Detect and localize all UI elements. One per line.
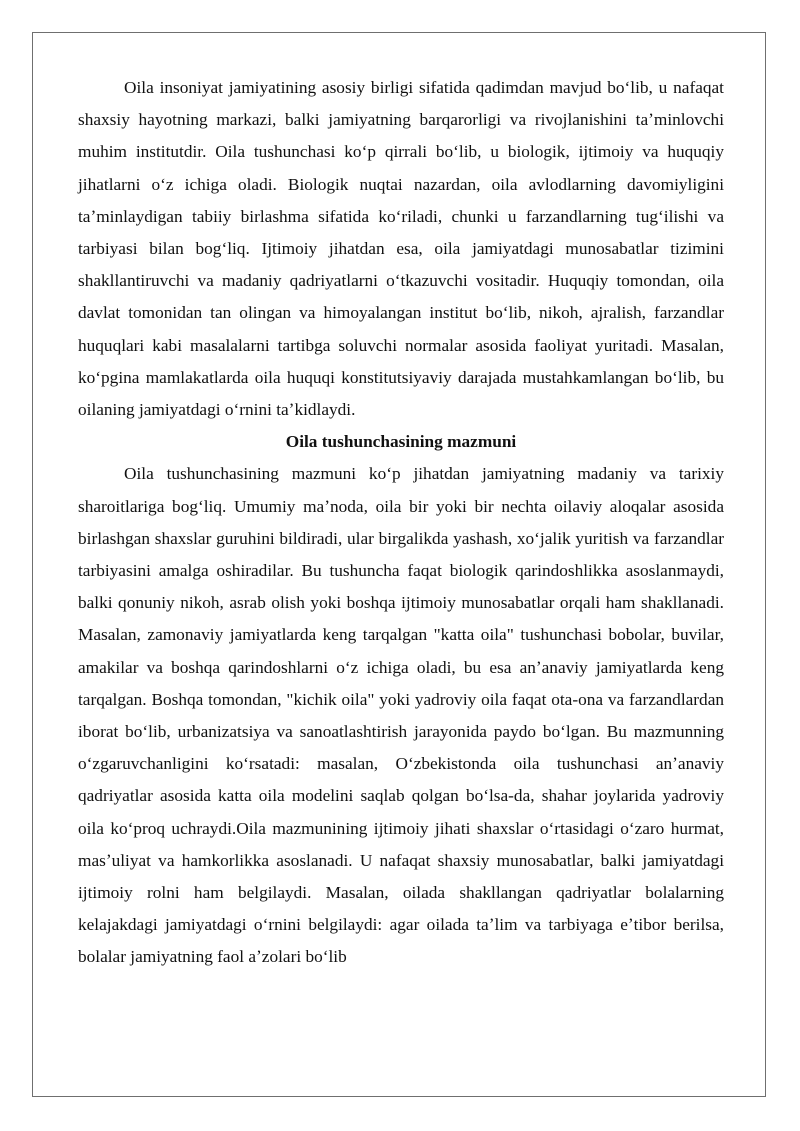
paragraph-content: Oila tushunchasining mazmuni koʻp jihatdan jamiyatning madaniy va tarixiy sharoitlariga bogʻliq. Umumiy maʼnoda, oila bir yoki bir nechta oilaviy aloqalar asosida birlashgan shaxslar guruhini bildiradi, ular birgalikda yashash, xoʻjalik yuritish va farzandlar tarbiyasini amalga oshiradilar. Bu tushuncha faqat biologik qarindoshlikka asoslanmaydi, balki qonuniy nikoh, asrab olish yoki boshqa ijtimoiy munosabatlar orqali ham shakllanadi. Masalan, zamonaviy jamiyatlarda keng tarqalgan "katta oila" tushunchasi bobolar, buvilar, amakilar va boshqa qarindoshlarni oʻz ichiga oladi, bu esa anʼanaviy jamiyatlarda keng tarqalgan. Boshqa tomondan, "kichik oila" yoki yadroviy oila faqat ota-ona va farzandlardan iborat boʻlib, urbanizatsiya va sanoatlashtirish jarayonida paydo boʻlgan. Bu mazmunning oʻzgaruvchanligini koʻrsatadi: masalan, Oʻzbekistonda oila tushunchasi anʼanaviy qadriyatlar asosida katta oila modelini saqlab qolgan boʻlsa-da, shahar joylarida yadroviy oila koʻproq uchraydi.Oila mazmunining ijtimoiy jihati shaxslar oʻrtasidagi oʻzaro hurmat, masʼuliyat va hamkorlikka asoslanadi. U nafaqat shaxsiy munosabatlar, balki jamiyatdagi ijtimoiy rolni ham belgilaydi. Masalan, oilada shakllangan qadriyatlar bolalarning kelajakdagi jamiyatdagi oʻrnini belgilaydi: agar oilada taʼlim va tarbiyaga eʼtibor berilsa, bolalar jamiyatning faol aʼzolari boʻlib: [78, 464, 724, 967]
section-heading: Oila tushunchasining mazmuni: [285, 432, 517, 452]
document-body: [78, 72, 724, 974]
paragraph-intro: Oila insoniyat jamiyatining asosiy birligi sifatida qadimdan mavjud boʻlib, u nafaqat shaxsiy hayotning markazi, balki jamiyatning barqarorligi va rivojlanishini taʼminlovchi muhim institutdir. Oila tushunchasi koʻp qirrali boʻlib, u biologik, ijtimoiy va huquqiy jihatlarni oʻz ichiga oladi. Biologik nuqtai nazardan, oila avlodlarning davomiyligini taʼminlaydigan tabiiy birlashma sifatida koʻriladi, chunki u farzandlarning tugʻilishi va tarbiyasi bilan bogʻliq. Ijtimoiy jihatdan esa, oila jamiyatdagi munosabatlar tizimini shakllantiruvchi va madaniy qadriyatlarni oʻtkazuvchi vositadir. Huquqiy tomondan, oila davlat tomonidan tan olingan va himoyalangan institut boʻlib, nikoh, ajralish, farzandlar huquqlari kabi masalalarni tartibga soluvchi normalar asosida faoliyat yuritadi. Masalan, koʻpgina mamlakatlarda oila huquqi konstitutsiyaviy darajada mustahkamlangan boʻlib, bu oilaning jamiyatdagi oʻrnini taʼkidlaydi.: [78, 78, 724, 420]
